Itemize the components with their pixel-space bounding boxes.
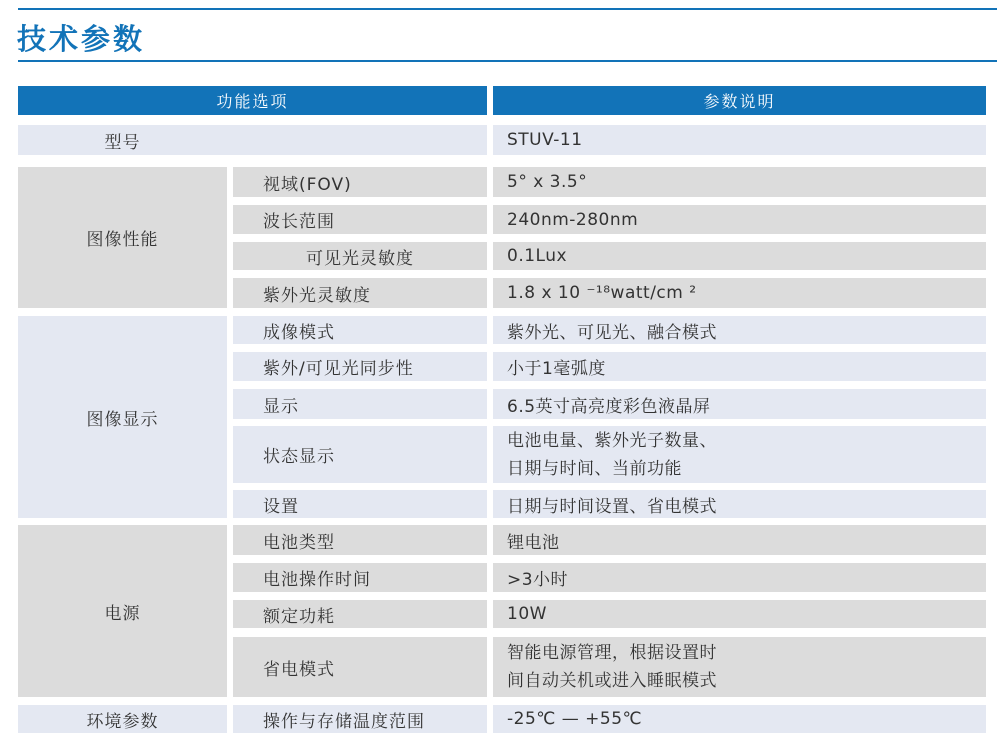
row-settings-label: 设置 (233, 490, 487, 518)
row-battery-time-label: 电池操作时间 (233, 563, 487, 592)
power-saving-value-lines (507, 639, 717, 695)
row-battery-type-value: 锂电池 (493, 525, 986, 555)
group-label-image-display: 图像显示 (18, 316, 227, 518)
row-sync-value: 小于1毫弧度 (493, 352, 986, 381)
model-value: STUV-11 (493, 125, 986, 155)
row-visible-sensitivity-label: 可见光灵敏度 (233, 242, 487, 270)
row-status-display-value (493, 426, 986, 483)
model-label: 型号 (104, 132, 141, 153)
status-display-line-2: 日期与时间、当前功能 (507, 458, 682, 479)
power-saving-line-2: 间自动关机或进入睡眠模式 (507, 671, 717, 691)
group-label-environment: 环境参数 (18, 705, 227, 733)
spec-table (18, 86, 986, 733)
row-temperature-range-value: -25℃ — +55℃ (493, 705, 986, 733)
row-settings-value: 日期与时间设置、省电模式 (493, 490, 986, 518)
row-uv-sensitivity-label: 紫外光灵敏度 (233, 278, 487, 308)
model-row-label-cell (18, 125, 487, 155)
row-imaging-mode-value: 紫外光、可见光、融合模式 (493, 316, 986, 344)
row-imaging-mode-label: 成像模式 (233, 316, 487, 344)
row-wavelength-label: 波长范围 (233, 205, 487, 234)
row-sync-label: 紫外/可见光同步性 (233, 352, 487, 381)
row-display-label: 显示 (233, 389, 487, 419)
row-uv-sensitivity-value: 1.8 x 10 ⁻¹⁸watt/cm ² (493, 278, 986, 308)
row-fov-value: 5° x 3.5° (493, 167, 986, 197)
table-header-function-options: 功能选项 (18, 86, 487, 115)
row-wavelength-value: 240nm-280nm (493, 205, 986, 234)
row-status-display-label: 状态显示 (233, 426, 487, 483)
table-header-parameter-description: 参数说明 (493, 86, 986, 115)
row-power-saving-value (493, 637, 986, 697)
status-display-line-1: 电池电量、紫外光子数量、 (507, 430, 717, 451)
status-display-value-lines (507, 427, 717, 483)
row-temperature-range-label: 操作与存储温度范围 (233, 705, 487, 733)
group-label-image-performance: 图像性能 (18, 167, 227, 308)
top-rule (18, 8, 997, 10)
row-rated-power-value: 10W (493, 600, 986, 628)
row-rated-power-label: 额定功耗 (233, 600, 487, 628)
title-underline (18, 60, 997, 62)
row-power-saving-label: 省电模式 (233, 637, 487, 697)
group-label-power: 电源 (18, 525, 227, 697)
row-visible-sensitivity-value: 0.1Lux (493, 242, 986, 270)
power-saving-line-1: 智能电源管理，根据设置时 (507, 643, 717, 663)
row-battery-time-value: >3小时 (493, 563, 986, 592)
row-display-value: 6.5英寸高亮度彩色液晶屏 (493, 389, 986, 419)
page-title: 技术参数 (17, 22, 146, 56)
row-fov-label: 视域(FOV) (233, 167, 487, 197)
row-battery-type-label: 电池类型 (233, 525, 487, 555)
